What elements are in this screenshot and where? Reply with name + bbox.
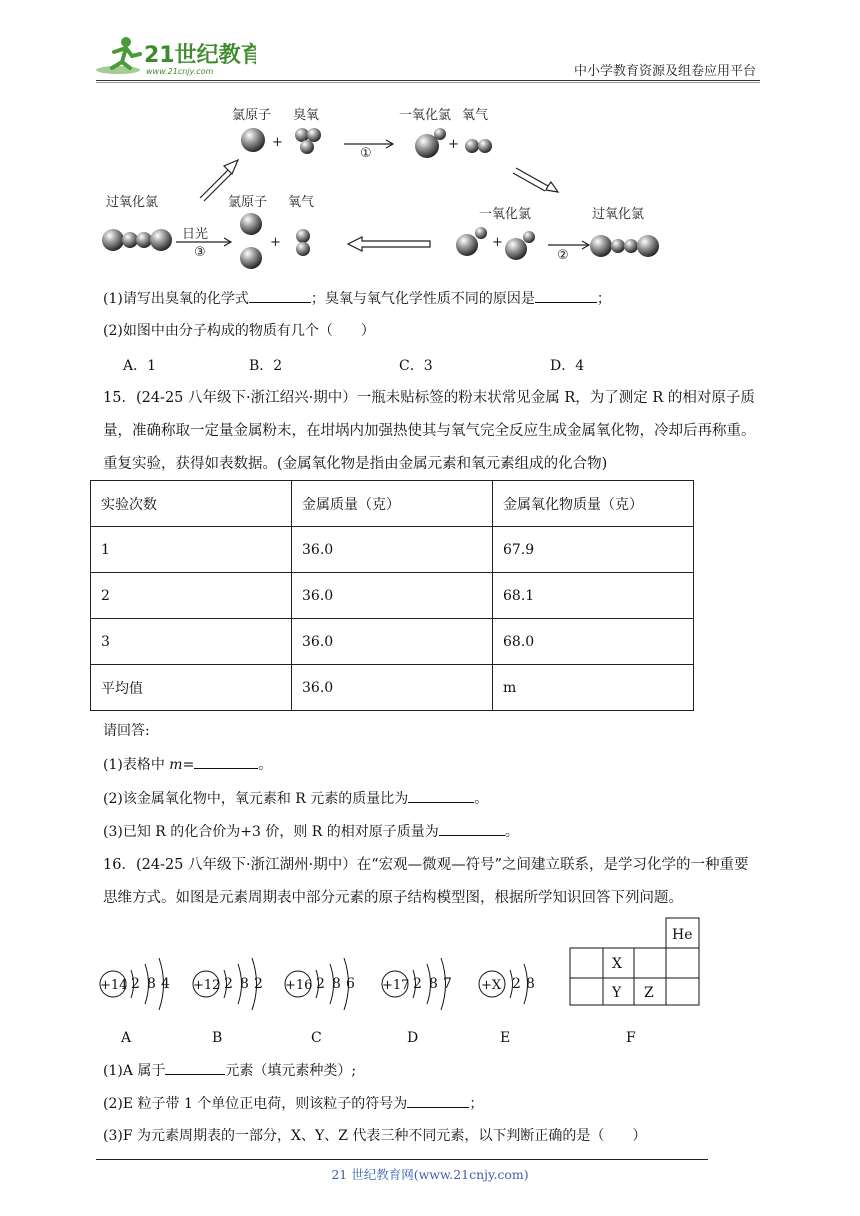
table-cell: 1 bbox=[91, 527, 292, 573]
table-cell: 36.0 bbox=[292, 619, 493, 665]
q15-answer-prompt: 请回答: bbox=[103, 723, 150, 739]
label-step1: ① bbox=[360, 146, 372, 161]
atom-a bbox=[100, 958, 170, 1046]
table-cell: 68.1 bbox=[493, 573, 694, 619]
q14-option-c[interactable]: C．3 bbox=[399, 358, 433, 374]
q15-sub1-text-c: 。 bbox=[258, 757, 273, 773]
table-header-row bbox=[91, 481, 694, 527]
cl2o2-molecule-left bbox=[102, 229, 172, 251]
table-row bbox=[91, 573, 694, 619]
q14-sub1-text-b: ；臭氧与氧气化学性质不同的原因是 bbox=[310, 291, 535, 307]
arrow-down-right bbox=[513, 168, 558, 192]
q15-sub2-text-a: (2)该金属氧化物中，氧元素和 R 元素的质量比为 bbox=[103, 791, 409, 807]
table-header-cell: 金属质量（克） bbox=[292, 481, 493, 527]
label-cl-atom-top: 氯原子 bbox=[232, 108, 272, 123]
q14-sub1 bbox=[103, 288, 611, 309]
atom-a-label: A bbox=[121, 1030, 132, 1046]
periodic-y: Y bbox=[612, 985, 622, 1001]
atom-b-shell-3: 2 bbox=[254, 976, 263, 992]
atom-d-shell-2: 8 bbox=[429, 976, 438, 992]
o2-molecule-bottom bbox=[296, 229, 310, 256]
label-oxygen-bottom: 氧气 bbox=[288, 195, 315, 210]
label-oxygen-top: 氧气 bbox=[462, 108, 489, 123]
periodic-he: He bbox=[672, 927, 693, 943]
q15-sub1-blank[interactable] bbox=[194, 754, 258, 769]
atom-c-nucleus: +16 bbox=[285, 978, 313, 993]
atom-e-nucleus: +X bbox=[481, 978, 502, 993]
table-cell: 2 bbox=[91, 573, 292, 619]
clo-molecule-top bbox=[415, 128, 446, 158]
atom-a-nucleus: +14 bbox=[100, 978, 128, 993]
header-platform-text: 中小学教育资源及组卷应用平台 bbox=[573, 64, 756, 79]
periodic-z: Z bbox=[644, 985, 654, 1001]
table-header-cell: 实验次数 bbox=[91, 481, 292, 527]
q16-sub1-blank[interactable] bbox=[165, 1060, 225, 1075]
atom-structure-diagrams bbox=[96, 908, 716, 1048]
atom-d-shell-3: 7 bbox=[443, 976, 452, 992]
footer-text[interactable]: 21 世纪教育网(www.21cnjy.com) bbox=[331, 1167, 529, 1182]
q15-sub3 bbox=[103, 821, 519, 842]
atom-c-shell-1: 2 bbox=[316, 976, 325, 992]
clo-molecule-bottom-1 bbox=[456, 227, 487, 256]
q15-sub1-text-a: (1)表格中 bbox=[103, 757, 170, 773]
q14-option-b[interactable]: B．2 bbox=[249, 358, 283, 374]
atom-b-label: B bbox=[212, 1030, 223, 1046]
table-cell: 68.0 bbox=[493, 619, 694, 665]
q15-sub2-text-b: 。 bbox=[474, 791, 489, 807]
q16-sub2-text-b: ； bbox=[469, 1096, 484, 1112]
periodic-label: F bbox=[626, 1030, 636, 1046]
plus-1: + bbox=[272, 135, 283, 150]
atom-e bbox=[479, 964, 535, 1046]
q15-sub2 bbox=[103, 788, 488, 809]
cl2o2-molecule-right bbox=[590, 235, 659, 257]
label-cl2o2-right: 过氧化氯 bbox=[592, 207, 645, 222]
label-step2: ② bbox=[557, 248, 569, 263]
cl-atom-bottom-1 bbox=[240, 213, 262, 235]
label-cl-atom-bottom: 氯原子 bbox=[228, 195, 268, 210]
table-cell: 36.0 bbox=[292, 573, 493, 619]
header-divider bbox=[96, 80, 760, 81]
arrow-hollow-left bbox=[348, 237, 430, 251]
label-cl2o2-left: 过氧化氯 bbox=[106, 195, 159, 210]
cl-atom-bottom-2 bbox=[240, 247, 262, 269]
q14-sub1-text-a: (1)请写出臭氧的化学式 bbox=[103, 291, 249, 307]
q15-sub3-blank[interactable] bbox=[439, 821, 505, 836]
atom-e-label: E bbox=[500, 1030, 511, 1046]
atom-c bbox=[285, 958, 355, 1046]
q15-sub2-blank[interactable] bbox=[408, 788, 474, 803]
q14-sub1-text-c: ； bbox=[596, 291, 611, 307]
table-cell: 67.9 bbox=[493, 527, 694, 573]
table-header-cell: 金属氧化物质量（克） bbox=[493, 481, 694, 527]
o2-molecule-top bbox=[465, 139, 492, 153]
atom-b-nucleus: +12 bbox=[193, 978, 221, 993]
q14-option-a[interactable]: A．1 bbox=[123, 358, 157, 374]
label-ozone: 臭氧 bbox=[293, 108, 320, 123]
table-cell: m bbox=[493, 665, 694, 711]
atom-b-shell-1: 2 bbox=[224, 976, 233, 992]
q16-sub1-text-b: 元素（填元素种类）; bbox=[225, 1063, 357, 1079]
table-cell: 3 bbox=[91, 619, 292, 665]
q16-sub1 bbox=[103, 1060, 356, 1081]
q15-sub3-text-b: 。 bbox=[504, 824, 519, 840]
q15-data-table bbox=[90, 480, 694, 711]
header-divider-thin bbox=[96, 82, 760, 83]
q16-sub3: (3)F 为元素周期表的一部分，X、Y、Z 代表三种不同元素，以下判断正确的是（ ） bbox=[103, 1128, 647, 1144]
ozone-reaction-diagram bbox=[96, 100, 676, 280]
q15-sub1-var: m bbox=[169, 757, 183, 773]
atom-d-shell-1: 2 bbox=[413, 976, 422, 992]
atom-d bbox=[382, 958, 452, 1046]
plus-3: + bbox=[270, 235, 281, 250]
q16-sub1-text-a: (1)A 属于 bbox=[103, 1063, 166, 1079]
atom-e-shell-1: 2 bbox=[512, 976, 521, 992]
logo-url: www.21cnjy.com bbox=[146, 67, 214, 76]
ozone-molecule bbox=[295, 128, 321, 154]
atom-a-shell-1: 2 bbox=[131, 976, 140, 992]
q14-sub1-blank1[interactable] bbox=[249, 288, 311, 303]
q15-text: 15．(24-25 八年级下·浙江绍兴·期中）一瓶未贴标签的粉末状常见金属 R，为了测定 R 的相对原子质量，准确称取一定量金属粉末，在坩埚内加强热使其与氧气完全反应生成金属氧化物，冷却后再称重。重复实验，获得如表数据。(金属氧化物是指由金属元素和氧元素组成的化合物) bbox=[103, 390, 756, 472]
cl-atom-top bbox=[241, 128, 265, 152]
q14-sub2: (2)如图中由分子构成的物质有几个（ ） bbox=[103, 323, 375, 339]
table-row bbox=[91, 665, 694, 711]
atom-b-shell-2: 8 bbox=[240, 976, 249, 992]
footer-divider bbox=[96, 1159, 708, 1160]
q16-text: 16．(24-25 八年级下·浙江湖州·期中）在“宏观—微观—符号”之间建立联系，是学习化学的一种重要思维方式。如图是元素周期表中部分元素的原子结构模型图，根据所学知识回答下列问题。 bbox=[103, 857, 749, 906]
label-clo-top: 一氧化氯 bbox=[399, 108, 452, 123]
table-cell: 平均值 bbox=[91, 665, 292, 711]
q16-sub2-blank[interactable] bbox=[407, 1093, 469, 1108]
clo-molecule-bottom-2 bbox=[505, 231, 535, 260]
q15-sub1-text-b: = bbox=[182, 757, 195, 773]
q14-sub1-blank2[interactable] bbox=[535, 288, 597, 303]
logo-text: 21世纪教育 bbox=[144, 43, 256, 68]
q15-sub1 bbox=[103, 754, 272, 775]
atom-e-shell-2: 8 bbox=[526, 976, 535, 992]
atom-c-shell-3: 6 bbox=[346, 976, 355, 992]
plus-4: + bbox=[492, 235, 503, 250]
atom-d-nucleus: +17 bbox=[382, 978, 410, 993]
atom-d-label: D bbox=[407, 1030, 419, 1046]
plus-2: + bbox=[448, 137, 459, 152]
q16-sub2-text-a: (2)E 粒子带 1 个单位正电荷，则该粒子的符号为 bbox=[103, 1096, 408, 1112]
atom-c-shell-2: 8 bbox=[332, 976, 341, 992]
atom-c-label: C bbox=[311, 1030, 322, 1046]
label-sunlight: 日光 bbox=[182, 227, 209, 242]
table-cell: 36.0 bbox=[292, 527, 493, 573]
q16-sub2 bbox=[103, 1093, 483, 1114]
table-row bbox=[91, 527, 694, 573]
table-cell: 36.0 bbox=[292, 665, 493, 711]
atom-b bbox=[193, 958, 263, 1046]
atom-a-shell-2: 8 bbox=[147, 976, 156, 992]
label-step3: ③ bbox=[194, 245, 206, 260]
atom-a-shell-3: 4 bbox=[161, 976, 170, 992]
table-row bbox=[91, 619, 694, 665]
site-logo bbox=[96, 34, 256, 78]
label-clo-bottom: 一氧化氯 bbox=[479, 207, 532, 222]
q15-sub3-text-a: (3)已知 R 的化合价为+3 价，则 R 的相对原子质量为 bbox=[103, 824, 439, 840]
q14-option-d[interactable]: D．4 bbox=[550, 358, 585, 374]
periodic-x: X bbox=[612, 956, 622, 972]
